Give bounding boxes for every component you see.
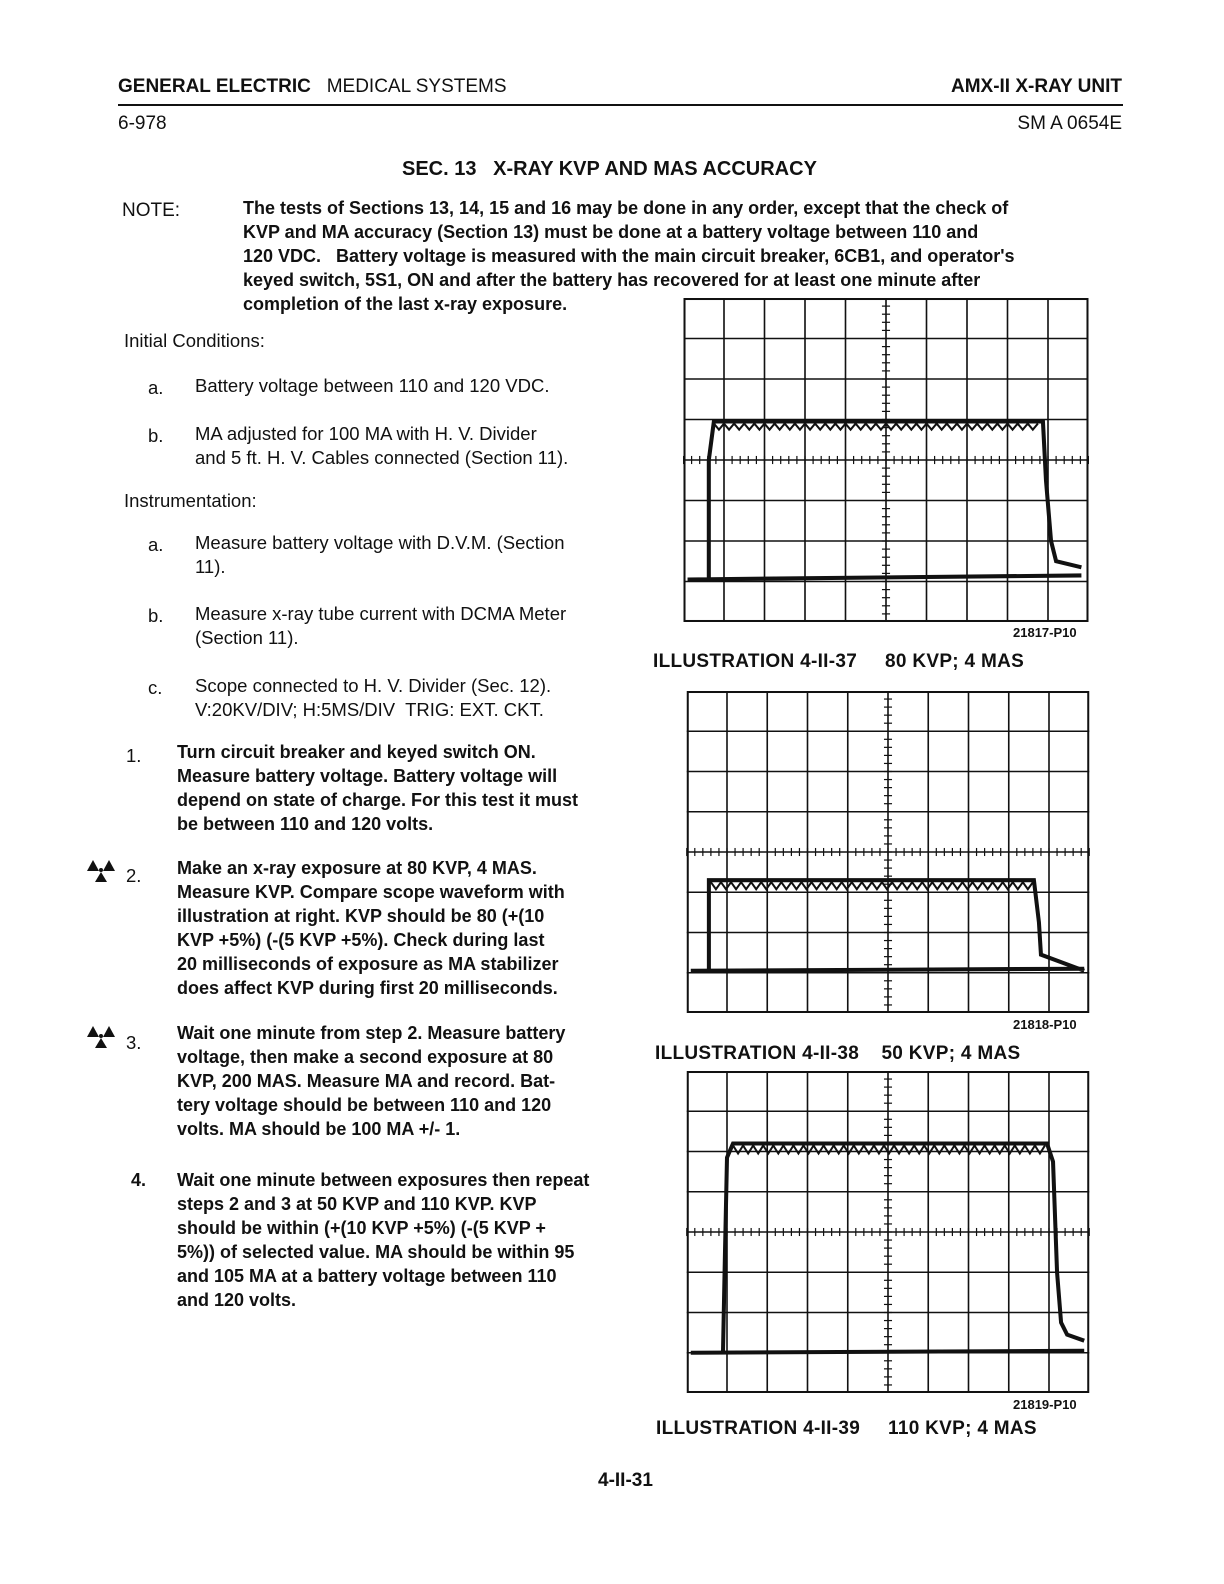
figure-id: 21818-P10 <box>1013 1017 1077 1032</box>
header-division: MEDICAL SYSTEMS <box>326 76 507 97</box>
step-marker: 3. <box>126 1032 142 1053</box>
instrumentation-c: Scope connected to H. V. Divider (Sec. 12). V:20KV/DIV; H:5MS/DIV TRIG: EXT. CKT. <box>195 675 552 720</box>
header-rule <box>118 104 1123 106</box>
list-marker: a. <box>148 377 164 398</box>
header-doc-number: 6-978 <box>118 113 167 134</box>
step-marker: 1. <box>126 745 142 766</box>
step-marker: 2. <box>126 865 142 886</box>
step-2: Make an x-ray exposure at 80 KVP, 4 MAS. Measure KVP. Compare scope waveform with illustration at right. KVP should be 80 (+(10 KVP +5%) (-(5 KVP +5%). Check during last 20 milliseconds of exposure as MA stabilizer does affect KVP during first 20 milliseconds. <box>177 858 565 998</box>
initial-conditions-heading: Initial Conditions: <box>124 330 265 351</box>
note-line: 120 VDC. Battery voltage is measured with the main circuit breaker, 6CB1, and operator's <box>243 246 1015 266</box>
note-line: KVP and MA accuracy (Section 13) must be done at a battery voltage between 110 and <box>243 222 979 242</box>
scope-trace-2 <box>686 691 1090 1013</box>
note-line: keyed switch, 5S1, ON and after the battery has recovered for at least one minute after <box>243 270 981 290</box>
figure-id: 21819-P10 <box>1013 1397 1077 1412</box>
section-title: SEC. 13 X-RAY KVP AND MAS ACCURACY <box>402 158 817 180</box>
oscilloscope-graticule <box>686 1071 1090 1393</box>
radiation-warning-icon <box>86 858 122 884</box>
header-company-line <box>118 76 507 98</box>
list-marker: a. <box>148 534 164 555</box>
step-marker: 4. <box>131 1170 147 1190</box>
note-line: completion of the last x-ray exposure. <box>243 294 568 314</box>
note-line: The tests of Sections 13, 14, 15 and 16 may be done in any order, except that the check of <box>243 198 1009 218</box>
note-label: NOTE: <box>122 200 181 221</box>
step-3: Wait one minute from step 2. Measure battery voltage, then make a second exposure at 80 KVP, 200 MAS. Measure MA and record. Bat- tery voltage should be between 110 and 120 volts. MA should be 100 MA +/- 1. <box>177 1023 566 1139</box>
step-1: Turn circuit breaker and keyed switch ON. Measure battery voltage. Battery voltage will depend on state of charge. For this test it must be between 110 and 120 volts. <box>177 742 579 834</box>
scope-trace-3 <box>686 1071 1090 1393</box>
instrumentation-heading: Instrumentation: <box>124 490 257 511</box>
instrumentation-a: Measure battery voltage with D.V.M. (Section 11). <box>195 532 565 577</box>
radiation-warning-icon <box>86 1024 122 1050</box>
illustration-caption: ILLUSTRATION 4-II-37 80 KVP; 4 MAS <box>653 651 1025 672</box>
list-marker: b. <box>148 425 164 446</box>
header-company: GENERAL ELECTRIC <box>118 76 311 97</box>
oscilloscope-graticule <box>686 691 1090 1013</box>
step-4: Wait one minute between exposures then repeat steps 2 and 3 at 50 KVP and 110 KVP. KVP should be within (+(10 KVP +5%) (-(5 KVP + 5%)) of selected value. MA should be within 95 and 105 MA at a battery voltage between 110 and 120 volts. <box>177 1170 590 1310</box>
scope-trace-1 <box>683 298 1089 622</box>
oscilloscope-graticule <box>683 298 1089 622</box>
instrumentation-b: Measure x-ray tube current with DCMA Meter (Section 11). <box>195 603 567 648</box>
list-marker: c. <box>148 677 163 698</box>
list-marker: b. <box>148 605 164 626</box>
page-number: 4-II-31 <box>598 1470 653 1491</box>
header-manual-ref: SM A 0654E <box>1017 113 1122 134</box>
initial-condition-b: MA adjusted for 100 MA with H. V. Divider and 5 ft. H. V. Cables connected (Section 11). <box>195 423 569 468</box>
illustration-caption: ILLUSTRATION 4-II-38 50 KVP; 4 MAS <box>655 1043 1021 1064</box>
initial-condition-a: Battery voltage between 110 and 120 VDC. <box>195 375 550 396</box>
header-product: AMX-II X-RAY UNIT <box>950 76 1122 97</box>
illustration-caption: ILLUSTRATION 4-II-39 110 KVP; 4 MAS <box>656 1418 1037 1439</box>
figure-id: 21817-P10 <box>1013 625 1077 640</box>
